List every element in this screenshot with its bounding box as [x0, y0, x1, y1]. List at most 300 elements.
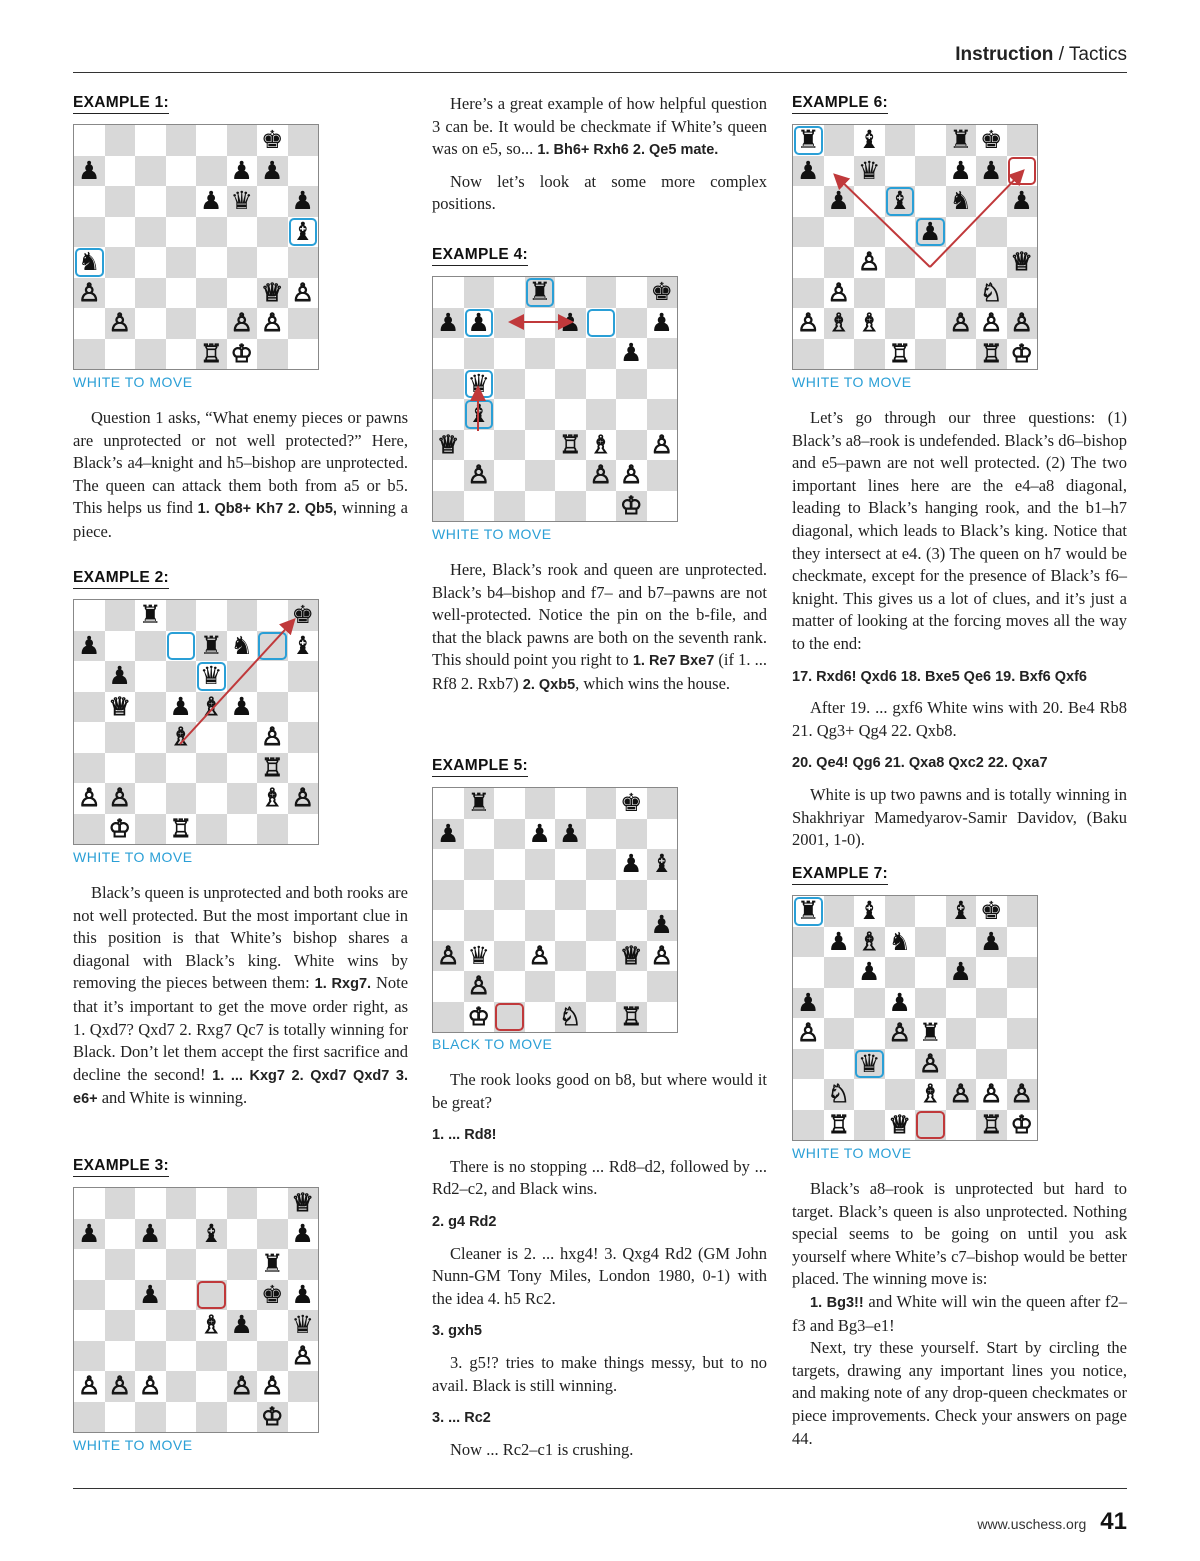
board-square — [586, 338, 617, 369]
board-square — [166, 661, 197, 692]
black-rook-icon: ♜ — [261, 1249, 284, 1278]
board-square — [74, 339, 105, 370]
board-square — [616, 369, 647, 400]
black-pawn-icon: ♟ — [230, 1310, 253, 1339]
white-rook-icon: ♖ — [200, 338, 223, 368]
white-rook-icon: ♖ — [888, 338, 911, 368]
board-square — [196, 156, 227, 187]
board-square — [586, 491, 617, 522]
square-highlight — [916, 1111, 945, 1140]
board-square — [525, 910, 556, 941]
black-pawn-icon: ♟ — [827, 186, 850, 215]
board-square — [494, 880, 525, 911]
board-square — [166, 753, 197, 784]
white-rook-icon: ♖ — [980, 1109, 1003, 1139]
header-separator: / — [1053, 44, 1069, 65]
board-square — [196, 278, 227, 309]
square-highlight — [197, 1281, 226, 1310]
board-square — [74, 661, 105, 692]
black-bishop-icon: ♝ — [888, 186, 911, 215]
header-rule — [73, 72, 1127, 73]
black-bishop-icon: ♝ — [650, 849, 673, 878]
board-square — [288, 661, 319, 692]
board-square — [586, 819, 617, 850]
example-6-title-wrap — [792, 94, 888, 114]
board-square — [555, 338, 586, 369]
example-1-text — [73, 407, 408, 553]
board-square — [105, 278, 136, 309]
board-square — [135, 753, 166, 784]
board-square — [227, 247, 258, 278]
board-square — [494, 849, 525, 880]
board-square — [105, 156, 136, 187]
black-bishop-icon: ♝ — [200, 1218, 223, 1248]
board-square — [464, 819, 495, 850]
white-knight-icon: ♘ — [980, 277, 1003, 307]
ex5-move-1: 1. ... Rd8! — [432, 1127, 497, 1144]
board-square — [74, 1249, 105, 1280]
target-highlight — [465, 370, 494, 399]
board-square — [824, 988, 855, 1019]
ex5-body-d: 3. g5!? tries to make things messy, but to no avail. Black is still winning. — [432, 1352, 767, 1395]
board-square — [105, 722, 136, 753]
board-square — [433, 1002, 464, 1033]
board-square — [166, 217, 197, 248]
board-square — [885, 125, 916, 156]
black-bishop-icon: ♝ — [291, 630, 314, 660]
board-square — [288, 339, 319, 370]
example-6-caption: WHITE TO MOVE — [792, 374, 912, 390]
board-square — [135, 186, 166, 217]
black-rook-icon: ♜ — [528, 277, 551, 306]
board-square — [854, 1110, 885, 1141]
board-square — [257, 339, 288, 370]
board-square — [105, 1188, 136, 1219]
board-square — [227, 1402, 258, 1433]
board-square — [135, 217, 166, 248]
board-square — [647, 1002, 678, 1033]
white-pawn-icon: ♙ — [528, 940, 551, 970]
board-square — [494, 308, 525, 339]
board-square — [946, 927, 977, 958]
board-square — [555, 788, 586, 819]
black-knight-icon: ♞ — [888, 926, 911, 956]
white-pawn-icon: ♙ — [980, 1079, 1003, 1108]
target-highlight — [794, 126, 823, 155]
example-2-caption: WHITE TO MOVE — [73, 849, 193, 865]
board-square — [915, 278, 946, 309]
white-rook-icon: ♖ — [559, 429, 582, 459]
board-square — [793, 278, 824, 309]
board-square — [915, 247, 946, 278]
white-pawn-icon: ♙ — [78, 1371, 101, 1400]
board-square — [525, 788, 556, 819]
board-square — [1007, 125, 1038, 156]
page-number: 41 — [1100, 1508, 1127, 1535]
board-square — [976, 988, 1007, 1019]
white-pawn-icon: ♙ — [858, 247, 881, 276]
board-square — [616, 277, 647, 308]
board-square — [915, 339, 946, 370]
target-highlight — [258, 632, 287, 661]
board-square — [586, 399, 617, 430]
board-square — [946, 217, 977, 248]
board-square — [647, 338, 678, 369]
board-square — [494, 460, 525, 491]
white-queen-icon: ♕ — [888, 1109, 911, 1139]
header-topic: Tactics — [1068, 44, 1127, 65]
board-square — [586, 369, 617, 400]
intro-body-b: Now let’s look at some more complex positions. — [432, 171, 767, 214]
square-highlight — [495, 1003, 524, 1032]
board-square — [74, 186, 105, 217]
black-pawn-icon: ♟ — [620, 338, 643, 367]
board-square — [793, 957, 824, 988]
board-square — [105, 1402, 136, 1433]
white-pawn-icon: ♙ — [291, 1340, 314, 1370]
board-square — [196, 217, 227, 248]
black-pawn-icon: ♟ — [980, 926, 1003, 956]
black-pawn-icon: ♟ — [919, 216, 942, 246]
white-king-icon: ♔ — [261, 1401, 284, 1431]
board-square — [647, 788, 678, 819]
board-square — [166, 1188, 197, 1219]
board-square — [586, 880, 617, 911]
black-king-icon: ♚ — [980, 125, 1003, 154]
white-pawn-icon: ♙ — [261, 308, 284, 337]
white-pawn-icon: ♙ — [797, 1018, 820, 1047]
board-square — [464, 430, 495, 461]
white-pawn-icon: ♙ — [230, 1371, 253, 1400]
board-square — [288, 308, 319, 339]
ex5-move-3: 3. gxh5 — [432, 1323, 482, 1340]
example-1-caption: WHITE TO MOVE — [73, 374, 193, 390]
black-pawn-icon: ♟ — [949, 957, 972, 986]
board-square — [135, 661, 166, 692]
board-square — [433, 910, 464, 941]
board-square — [196, 1341, 227, 1372]
black-bishop-icon: ♝ — [858, 125, 881, 154]
ex2-move-1: 1. Rxg7. — [314, 976, 372, 993]
board-square — [586, 788, 617, 819]
board-square — [885, 957, 916, 988]
board-square — [525, 369, 556, 400]
white-pawn-icon: ♙ — [980, 308, 1003, 337]
board-square — [494, 941, 525, 972]
board-square — [854, 1079, 885, 1110]
board-square — [74, 217, 105, 248]
board-square — [74, 1188, 105, 1219]
board-square — [74, 1310, 105, 1341]
board-square — [946, 1110, 977, 1141]
board-square — [166, 156, 197, 187]
board-square — [196, 783, 227, 814]
board-square — [494, 910, 525, 941]
ex4-body-a: Here, Black’s rook and queen are unprotected. Black’s b4–bishop and f7– and b7–pawns are not well-protected. Notice the pin on the b-file, and that the black pawns are both on the seventh rank. This should point you right to — [432, 560, 767, 670]
black-queen-icon: ♛ — [858, 155, 881, 185]
white-pawn-icon: ♙ — [261, 1371, 284, 1400]
white-pawn-icon: ♙ — [650, 940, 673, 970]
board-square — [227, 1188, 258, 1219]
board-square — [464, 910, 495, 941]
board-square — [854, 186, 885, 217]
black-king-icon: ♚ — [980, 896, 1003, 925]
ex1-move: 1. Qb8+ Kh7 2. Qb5, — [197, 501, 337, 518]
white-pawn-icon: ♙ — [1010, 308, 1033, 337]
board-square — [494, 338, 525, 369]
black-pawn-icon: ♟ — [1010, 186, 1033, 215]
black-rook-icon: ♜ — [949, 125, 972, 154]
board-square — [824, 1049, 855, 1080]
black-pawn-icon: ♟ — [291, 186, 314, 215]
board-square — [525, 491, 556, 522]
board-square — [227, 278, 258, 309]
board-square — [433, 460, 464, 491]
board-square — [196, 1249, 227, 1280]
example-2-title-wrap — [73, 569, 169, 589]
board-square — [196, 722, 227, 753]
board-square — [1007, 1049, 1038, 1080]
white-bishop-icon: ♗ — [200, 1310, 223, 1339]
chess-board — [73, 124, 319, 370]
black-rook-icon: ♜ — [139, 600, 162, 629]
board-square — [525, 399, 556, 430]
black-pawn-icon: ♟ — [528, 818, 551, 848]
black-bishop-icon: ♝ — [949, 896, 972, 925]
board-square — [793, 1110, 824, 1141]
board-square — [946, 339, 977, 370]
board-square — [586, 910, 617, 941]
board-square — [227, 1341, 258, 1372]
board-square — [647, 491, 678, 522]
chess-board — [432, 787, 678, 1033]
example-4-title-wrap — [432, 246, 528, 266]
chess-board — [792, 895, 1038, 1141]
board-square — [946, 278, 977, 309]
target-highlight — [916, 218, 945, 247]
board-square — [257, 661, 288, 692]
intro-move: 1. Bh6+ Rxh6 2. Qe5 mate. — [537, 142, 719, 159]
board-square — [257, 1219, 288, 1250]
chess-board — [73, 599, 319, 845]
target-highlight — [289, 218, 318, 247]
black-pawn-icon: ♟ — [78, 155, 101, 185]
board-square — [74, 814, 105, 845]
example-5-text — [432, 1069, 767, 1470]
board-square — [196, 125, 227, 156]
black-bishop-icon: ♝ — [291, 216, 314, 246]
white-pawn-icon: ♙ — [467, 460, 490, 489]
white-pawn-icon: ♙ — [108, 1371, 131, 1400]
black-pawn-icon: ♟ — [797, 155, 820, 185]
ex6-move-1: 17. Rxd6! Qxd6 18. Bxe5 Qe6 19. Bxf6 Qxf6 — [792, 668, 1087, 685]
ex4-move-1: 1. Re7 Bxe7 — [632, 653, 715, 670]
black-king-icon: ♚ — [291, 600, 314, 629]
footer-rule — [73, 1488, 1127, 1489]
board-square — [1007, 988, 1038, 1019]
white-rook-icon: ♖ — [169, 813, 192, 843]
target-highlight — [465, 309, 494, 338]
board-square — [854, 1018, 885, 1049]
board-square — [854, 988, 885, 1019]
board-square — [824, 1018, 855, 1049]
ex4-body-b: (if 1. ... Rf8 2. Rxb7) — [432, 650, 767, 693]
target-highlight — [465, 400, 494, 429]
board-square — [135, 1310, 166, 1341]
white-pawn-icon: ♙ — [291, 277, 314, 307]
white-pawn-icon: ♙ — [261, 722, 284, 751]
black-pawn-icon: ♟ — [200, 186, 223, 215]
board-square — [586, 849, 617, 880]
board-square — [288, 814, 319, 845]
board-square — [555, 849, 586, 880]
ex2-body-c: and White is winning. — [97, 1088, 248, 1108]
board-square — [647, 819, 678, 850]
black-pawn-icon: ♟ — [291, 1218, 314, 1248]
board-square — [793, 1049, 824, 1080]
target-highlight — [197, 662, 226, 691]
white-king-icon: ♔ — [108, 813, 131, 843]
example-7-caption: WHITE TO MOVE — [792, 1145, 912, 1161]
board-square — [647, 460, 678, 491]
board-square — [915, 125, 946, 156]
board-square — [824, 957, 855, 988]
board-square — [166, 125, 197, 156]
black-pawn-icon: ♟ — [559, 818, 582, 848]
board-square — [525, 430, 556, 461]
board-square — [793, 247, 824, 278]
board-square — [105, 1249, 136, 1280]
board-square — [824, 247, 855, 278]
white-pawn-icon: ♙ — [230, 308, 253, 337]
board-square — [494, 819, 525, 850]
example-7-title-wrap — [792, 865, 888, 885]
ex4-body-c: , which wins the house. — [575, 673, 731, 693]
board-square — [555, 460, 586, 491]
board-square — [793, 339, 824, 370]
white-queen-icon: ♕ — [620, 940, 643, 970]
board-square — [433, 399, 464, 430]
board-square — [433, 880, 464, 911]
board-square — [885, 308, 916, 339]
board-square — [525, 849, 556, 880]
board-square — [433, 369, 464, 400]
board-square — [196, 1188, 227, 1219]
board-square — [494, 491, 525, 522]
board-square — [525, 971, 556, 1002]
white-pawn-icon: ♙ — [78, 783, 101, 812]
board-square — [227, 1219, 258, 1250]
board-square — [166, 247, 197, 278]
board-square — [135, 1402, 166, 1433]
white-king-icon: ♔ — [620, 490, 643, 520]
board-square — [135, 783, 166, 814]
white-queen-icon: ♕ — [261, 277, 284, 307]
board-square — [555, 277, 586, 308]
ex5-body-e: Now ... Rc2–c1 is crushing. — [450, 1439, 634, 1459]
board-square — [166, 1341, 197, 1372]
target-highlight — [75, 248, 104, 277]
board-square — [227, 753, 258, 784]
board-square — [647, 369, 678, 400]
black-pawn-icon: ♟ — [980, 155, 1003, 185]
ex7-body-b: and White will win the queen after f2–f3 and Bg3–e1! — [792, 1291, 1128, 1335]
board-square — [74, 692, 105, 723]
black-knight-icon: ♞ — [78, 247, 101, 276]
ex2-move-2: 1. ... Kxg7 2. Qxd7 Qxd7 3. e6+ — [73, 1067, 408, 1108]
board-square — [854, 217, 885, 248]
example-5-title: EXAMPLE 5: — [432, 757, 528, 777]
board-square — [288, 1402, 319, 1433]
black-pawn-icon: ♟ — [650, 307, 673, 337]
black-pawn-icon: ♟ — [437, 307, 460, 337]
black-rook-icon: ♜ — [797, 125, 820, 154]
board-square — [227, 1249, 258, 1280]
board-square — [166, 186, 197, 217]
board-square — [166, 1219, 197, 1250]
white-pawn-icon: ♙ — [437, 940, 460, 970]
board-square — [105, 1280, 136, 1311]
board-square — [793, 186, 824, 217]
board-square — [946, 1018, 977, 1049]
board-square — [885, 217, 916, 248]
board-square — [135, 125, 166, 156]
board-square — [586, 971, 617, 1002]
black-pawn-icon: ♟ — [230, 155, 253, 185]
white-pawn-icon: ♙ — [108, 783, 131, 812]
board-square — [105, 125, 136, 156]
board-square — [555, 369, 586, 400]
board-square — [525, 460, 556, 491]
header-section: Instruction — [955, 44, 1054, 65]
board-square — [166, 1402, 197, 1433]
black-pawn-icon: ♟ — [797, 987, 820, 1017]
white-knight-icon: ♘ — [559, 1001, 582, 1031]
black-pawn-icon: ♟ — [949, 155, 972, 185]
white-pawn-icon: ♙ — [620, 460, 643, 489]
white-king-icon: ♔ — [230, 338, 253, 368]
board-square — [257, 247, 288, 278]
black-pawn-icon: ♟ — [261, 155, 284, 185]
black-king-icon: ♚ — [261, 125, 284, 154]
ex5-move-4: 3. ... Rc2 — [432, 1410, 491, 1427]
black-pawn-icon: ♟ — [169, 691, 192, 721]
board-square — [257, 217, 288, 248]
black-pawn-icon: ♟ — [650, 910, 673, 939]
black-bishop-icon: ♝ — [858, 896, 881, 925]
board-square — [433, 849, 464, 880]
example-2-text — [73, 882, 408, 1120]
white-pawn-icon: ♙ — [78, 277, 101, 307]
board-square — [854, 339, 885, 370]
board-square — [166, 1310, 197, 1341]
black-pawn-icon: ♟ — [78, 630, 101, 660]
board-square — [105, 339, 136, 370]
ex6-body-b: After 19. ... gxf6 White wins with 20. Be4 Rb8 21. Qg3+ Qg4 22. Qxb8. — [792, 698, 1127, 740]
example-1-title-wrap — [73, 94, 169, 114]
board-square — [196, 814, 227, 845]
chess-board — [432, 276, 678, 522]
white-queen-icon: ♕ — [108, 691, 131, 721]
white-pawn-icon: ♙ — [827, 277, 850, 307]
white-pawn-icon: ♙ — [949, 1079, 972, 1108]
board-square — [196, 1402, 227, 1433]
board-square — [433, 971, 464, 1002]
white-pawn-icon: ♙ — [650, 429, 673, 459]
board-square — [166, 1249, 197, 1280]
board-square — [915, 186, 946, 217]
ex5-body-c: Cleaner is 2. ... hxg4! 3. Qxg4 Rd2 (GM John Nunn-GM Tony Miles, London 1980, 0-1) with the idea 4. h5 Rc2. — [432, 1243, 767, 1308]
